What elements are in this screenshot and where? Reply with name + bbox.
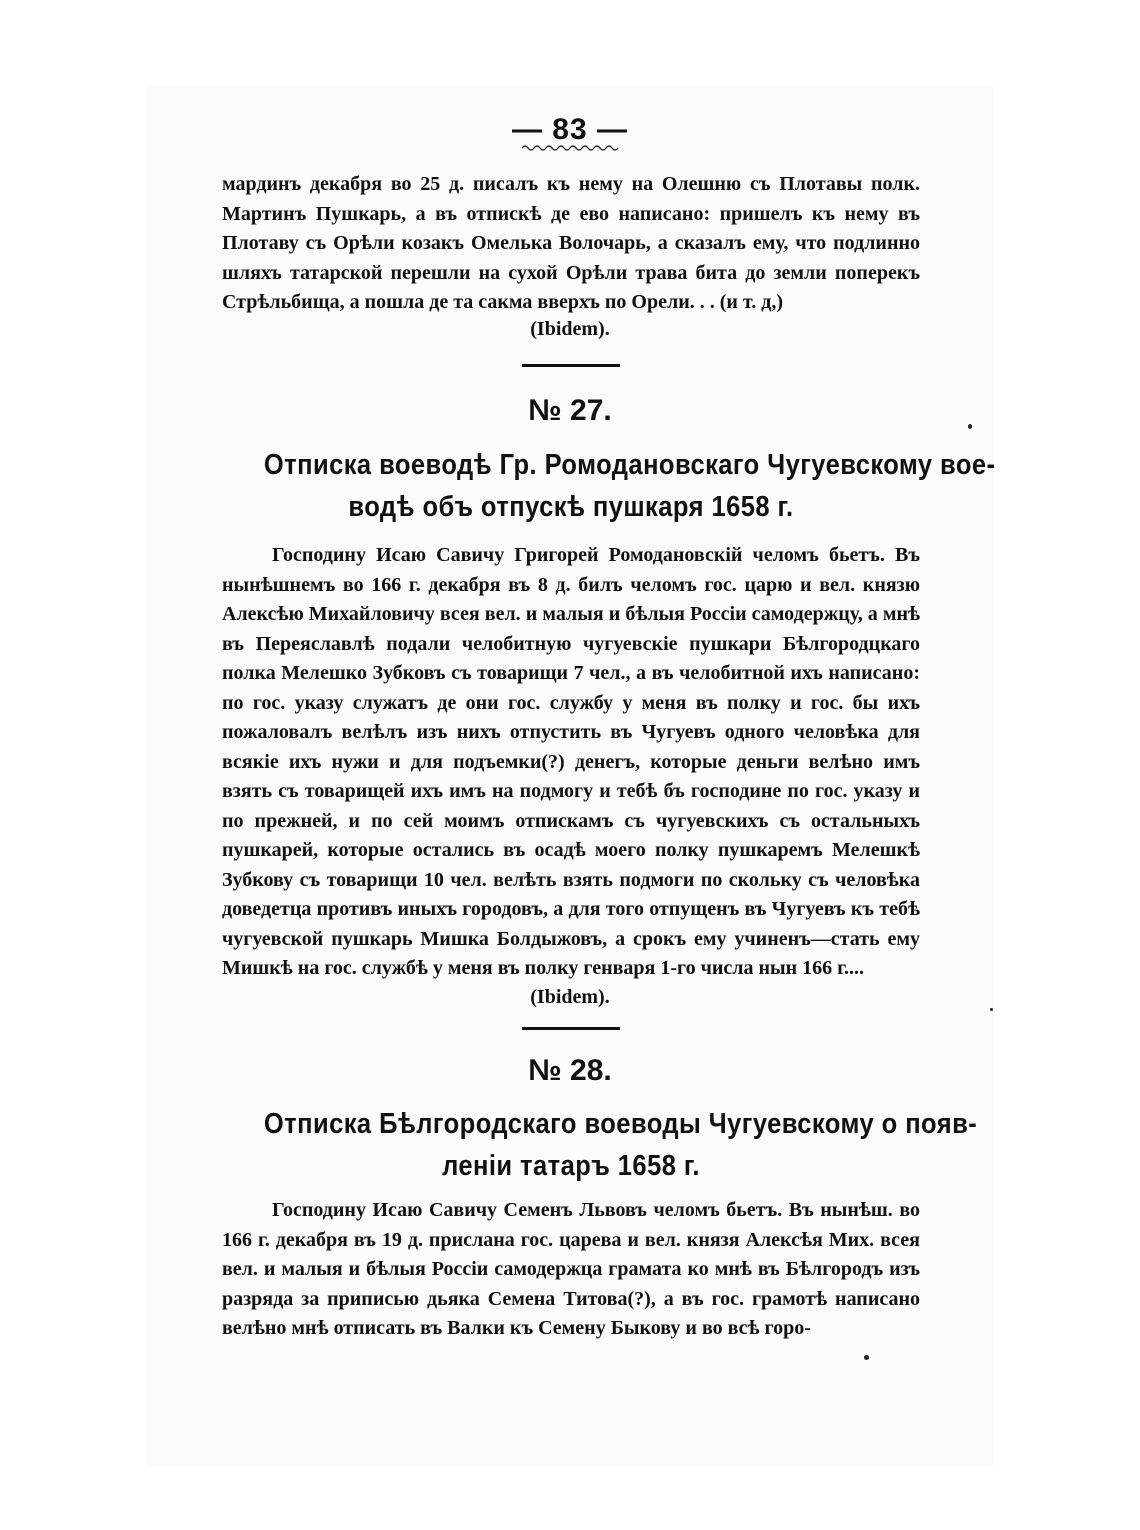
doc28-title-line2: леніи татаръ 1658 г.	[442, 1150, 700, 1182]
page-number-ornament	[522, 144, 620, 152]
doc28-title-line1: Отписка Бѣлгородскаго воеводы Чугуевскому о появ-	[263, 1108, 978, 1140]
doc27-body: Господину Исаю Савичу Григорей Ромодановскій челомъ бьетъ. Въ нынѣшнемъ во 166 г. декабря въ 8 д. билъ челомъ гос. царю и вел. князю Алексѣю Михайловичу всея вел. и малыя и бѣлыя Россіи самодержцу, а мнѣ въ Переяславлѣ подали челобитную чугуевскіе пушкари Бѣлгородцкаго полка Мелешко Зубковъ съ товарищи 7 чел., а въ челобитной ихъ написано: по гос. указу служатъ де они гос. службу у меня въ полку и гос. бы ихъ пожаловалъ велѣлъ изъ нихъ отпустить въ Чугуевъ одного человѣка для всякіе ихъ нужи и для подъемки(?) денегъ, которые деньги велѣно имъ взять съ товарищей ихъ имъ на подмогу и тебѣ бъ господине по гос. указу и по прежней, и по сей моимъ отпискамъ съ чугуевскихъ съ остальныхъ пушкарей, которые остались въ осадѣ моего полку пушкаремъ Мелешкѣ Зубкову съ товарищи 10 чел. велѣть взять подмоги по скольку съ человѣка доведетца противъ иныхъ городовъ, а для того отпущенъ въ Чугуевъ къ тебѣ чугуевской пушкарь Мишка Болдыжовъ, а срокъ ему учиненъ—стать ему Мишкѣ на гос. службѣ у меня въ полку генваря 1-го числа нын 166 г....	[222, 544, 920, 979]
section-divider	[522, 364, 620, 367]
page-number: — 83 —	[511, 113, 629, 146]
top-fragment-text: мардинъ декабря во 25 д. писалъ къ нему на Олешню съ Плотавы полк. Мартинъ Пушкарь, а въ отпискѣ де ево написано: пришелъ къ нему въ Плотаву съ Орѣли козакъ Омелька Волочарь, а сказалъ ему, что подлинно шляхъ татарской перешли на сухой Орѣли трава бита до земли поперекъ Стрѣльбища, а пошла де та сакма вверхъ по Орели. . . (и т. д,)	[222, 173, 920, 313]
doc28-title	[263, 1103, 978, 1187]
scan-speck	[968, 424, 972, 429]
top-fragment-source: (Ibidem).	[530, 318, 610, 340]
doc27-title	[263, 444, 996, 528]
doc27-title-line1: Отписка воеводѣ Гр. Ромодановскаго Чугуевскому вое-	[263, 449, 996, 481]
doc28-body: Господину Исаю Савичу Семенъ Львовъ челомъ бьетъ. Въ нынѣш. во 166 г. декабря въ 19 д. прислана гос. царева и вел. князя Алексѣя Мих. всея вел. и малыя и бѣлыя Россіи самодержца грамата ко мнѣ въ Бѣлгородъ изъ разряда за приписью дьяка Семена Титова(?), а въ гос. грамотѣ написано велѣно мнѣ отписать въ Валки къ Семену Быкову и во всѣ горо-	[222, 1199, 920, 1339]
doc27-source: (Ibidem).	[530, 986, 610, 1008]
section-divider	[522, 1027, 620, 1030]
doc27-title-line2: водѣ объ отпускѣ пушкаря 1658 г.	[348, 491, 794, 523]
doc27-number: № 27.	[528, 394, 612, 427]
scan-speck	[864, 1355, 869, 1360]
doc28-number: № 28.	[528, 1054, 612, 1087]
scan-speck	[990, 1008, 993, 1011]
